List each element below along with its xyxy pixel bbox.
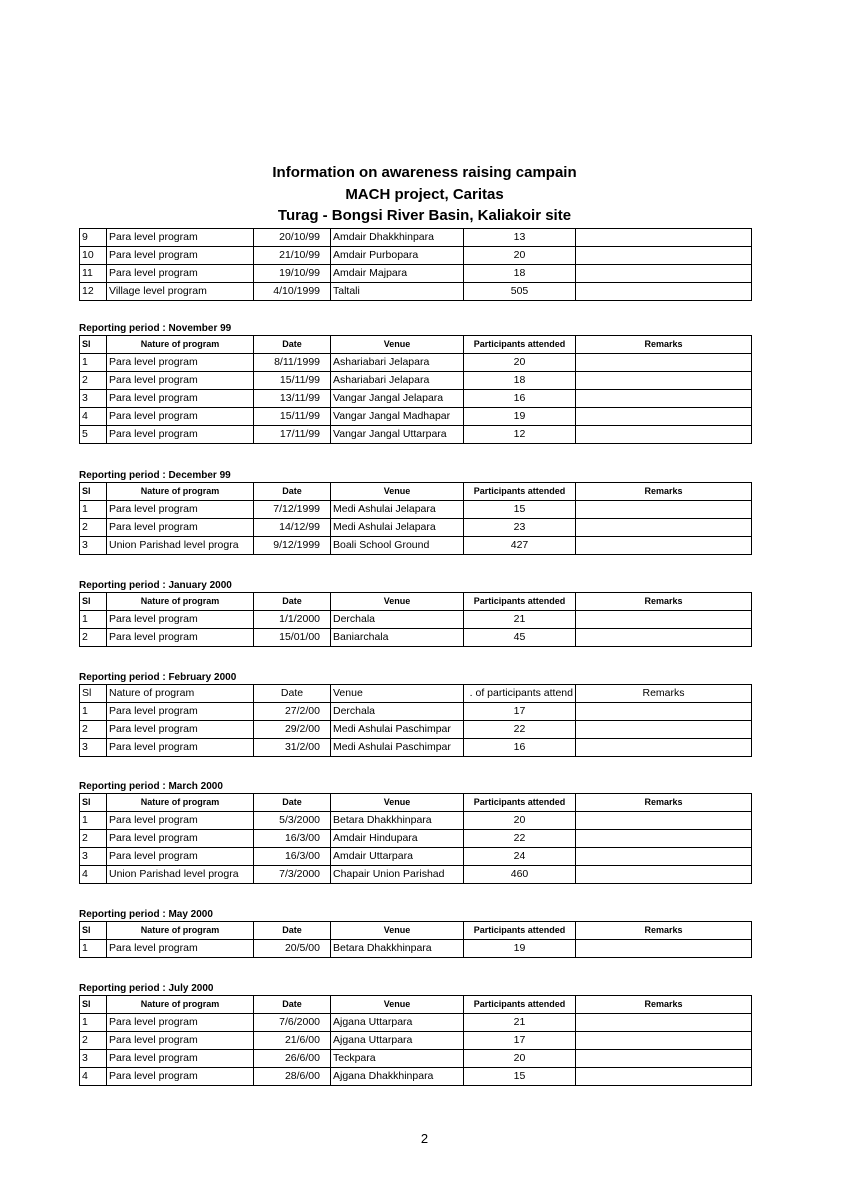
cell-nature: Para level program bbox=[107, 940, 254, 958]
cell-remarks bbox=[576, 940, 752, 958]
table-row bbox=[80, 537, 752, 555]
cell-participants: 16 bbox=[464, 739, 576, 757]
column-header-date: Date bbox=[254, 483, 331, 501]
cell-date: 31/2/00 bbox=[254, 739, 331, 757]
cell-remarks bbox=[576, 629, 752, 647]
cell-participants: 18 bbox=[464, 265, 576, 283]
cell-venue: Amdair Purbopara bbox=[331, 247, 464, 265]
program-table bbox=[79, 995, 752, 1086]
table-row bbox=[80, 408, 752, 426]
table-row bbox=[80, 390, 752, 408]
report-section bbox=[79, 580, 751, 647]
cell-sl: 3 bbox=[80, 848, 107, 866]
column-header-nature: Nature of program bbox=[107, 922, 254, 940]
table-row bbox=[80, 229, 752, 247]
table-row bbox=[80, 501, 752, 519]
cell-sl: 11 bbox=[80, 265, 107, 283]
cell-date: 19/10/99 bbox=[254, 265, 331, 283]
cell-sl: 1 bbox=[80, 354, 107, 372]
column-header-participants: Participants attended bbox=[464, 996, 576, 1014]
column-header-sl: Sl bbox=[80, 336, 107, 354]
cell-participants: 20 bbox=[464, 1050, 576, 1068]
table-row bbox=[80, 830, 752, 848]
cell-sl: 2 bbox=[80, 830, 107, 848]
cell-participants: 13 bbox=[464, 229, 576, 247]
table-header-row bbox=[80, 922, 752, 940]
table-header-row bbox=[80, 593, 752, 611]
cell-nature: Para level program bbox=[107, 426, 254, 444]
cell-participants: 19 bbox=[464, 940, 576, 958]
table-row bbox=[80, 940, 752, 958]
cell-nature: Para level program bbox=[107, 629, 254, 647]
cell-venue: Ajgana Uttarpara bbox=[331, 1014, 464, 1032]
cell-participants: 22 bbox=[464, 830, 576, 848]
report-section bbox=[79, 228, 751, 301]
cell-date: 15/11/99 bbox=[254, 372, 331, 390]
table-row bbox=[80, 1032, 752, 1050]
program-table bbox=[79, 793, 752, 884]
reporting-period-heading: Reporting period : May 2000 bbox=[79, 909, 213, 920]
column-header-venue: Venue bbox=[331, 794, 464, 812]
program-table bbox=[79, 482, 752, 555]
cell-venue: Medi Ashulai Jelapara bbox=[331, 501, 464, 519]
cell-remarks bbox=[576, 519, 752, 537]
cell-sl: 2 bbox=[80, 721, 107, 739]
cell-venue: Vangar Jangal Jelapara bbox=[331, 390, 464, 408]
column-header-date: Date bbox=[254, 336, 331, 354]
cell-participants: 20 bbox=[464, 247, 576, 265]
cell-sl: 2 bbox=[80, 629, 107, 647]
cell-sl: 10 bbox=[80, 247, 107, 265]
column-header-remarks: Remarks bbox=[576, 794, 752, 812]
cell-nature: Para level program bbox=[107, 739, 254, 757]
column-header-date: Date bbox=[254, 593, 331, 611]
cell-nature: Para level program bbox=[107, 611, 254, 629]
cell-participants: 20 bbox=[464, 354, 576, 372]
cell-date: 8/11/1999 bbox=[254, 354, 331, 372]
cell-venue: Amdair Majpara bbox=[331, 265, 464, 283]
cell-sl: 1 bbox=[80, 501, 107, 519]
column-header-participants: Participants attended bbox=[464, 593, 576, 611]
title-line-2: MACH project, Caritas bbox=[345, 185, 504, 203]
cell-remarks bbox=[576, 390, 752, 408]
column-header-venue: Venue bbox=[331, 996, 464, 1014]
column-header-sl: Sl bbox=[80, 996, 107, 1014]
cell-date: 16/3/00 bbox=[254, 848, 331, 866]
column-header-venue: Venue bbox=[331, 336, 464, 354]
column-header-nature: Nature of program bbox=[107, 336, 254, 354]
cell-sl: 12 bbox=[80, 283, 107, 301]
cell-nature: Para level program bbox=[107, 1014, 254, 1032]
cell-date: 7/12/1999 bbox=[254, 501, 331, 519]
cell-nature: Para level program bbox=[107, 1032, 254, 1050]
cell-venue: Ashariabari Jelapara bbox=[331, 372, 464, 390]
column-header-sl: Sl bbox=[80, 794, 107, 812]
cell-nature: Para level program bbox=[107, 372, 254, 390]
cell-nature: Para level program bbox=[107, 501, 254, 519]
cell-sl: 1 bbox=[80, 940, 107, 958]
reporting-period-heading: Reporting period : January 2000 bbox=[79, 580, 232, 591]
cell-sl: 3 bbox=[80, 537, 107, 555]
column-header-sl: Sl bbox=[80, 685, 107, 703]
column-header-venue: Venue bbox=[331, 685, 464, 703]
cell-date: 15/11/99 bbox=[254, 408, 331, 426]
cell-date: 21/6/00 bbox=[254, 1032, 331, 1050]
report-section bbox=[79, 909, 751, 958]
cell-venue: Betara Dhakkhinpara bbox=[331, 940, 464, 958]
cell-remarks bbox=[576, 703, 752, 721]
cell-date: 13/11/99 bbox=[254, 390, 331, 408]
cell-sl: 1 bbox=[80, 1014, 107, 1032]
report-section bbox=[79, 983, 751, 1086]
report-section bbox=[79, 470, 751, 555]
cell-nature: Para level program bbox=[107, 1050, 254, 1068]
cell-venue: Chapair Union Parishad bbox=[331, 866, 464, 884]
cell-participants: 22 bbox=[464, 721, 576, 739]
cell-remarks bbox=[576, 611, 752, 629]
cell-nature: Union Parishad level progra bbox=[107, 866, 254, 884]
cell-participants: 427 bbox=[464, 537, 576, 555]
cell-participants: 505 bbox=[464, 283, 576, 301]
cell-date: 20/5/00 bbox=[254, 940, 331, 958]
program-table bbox=[79, 921, 752, 958]
table-row bbox=[80, 354, 752, 372]
cell-participants: 15 bbox=[464, 1068, 576, 1086]
column-header-date: Date bbox=[254, 794, 331, 812]
cell-date: 14/12/99 bbox=[254, 519, 331, 537]
column-header-remarks: Remarks bbox=[576, 483, 752, 501]
cell-remarks bbox=[576, 848, 752, 866]
cell-participants: 21 bbox=[464, 1014, 576, 1032]
cell-participants: 18 bbox=[464, 372, 576, 390]
cell-date: 26/6/00 bbox=[254, 1050, 331, 1068]
cell-remarks bbox=[576, 354, 752, 372]
cell-date: 4/10/1999 bbox=[254, 283, 331, 301]
cell-venue: Ashariabari Jelapara bbox=[331, 354, 464, 372]
column-header-sl: Sl bbox=[80, 483, 107, 501]
column-header-participants: Participants attended bbox=[464, 794, 576, 812]
cell-sl: 1 bbox=[80, 703, 107, 721]
cell-participants: 20 bbox=[464, 812, 576, 830]
title-line-3: Turag - Bongsi River Basin, Kaliakoir site bbox=[277, 207, 572, 224]
column-header-participants: Participants attended bbox=[464, 483, 576, 501]
cell-remarks bbox=[576, 721, 752, 739]
report-section bbox=[79, 672, 751, 757]
cell-remarks bbox=[576, 426, 752, 444]
cell-nature: Para level program bbox=[107, 703, 254, 721]
table-row bbox=[80, 1014, 752, 1032]
cell-venue: Boali School Ground bbox=[331, 537, 464, 555]
cell-date: 16/3/00 bbox=[254, 830, 331, 848]
cell-date: 9/12/1999 bbox=[254, 537, 331, 555]
cell-nature: Para level program bbox=[107, 830, 254, 848]
cell-venue: Medi Ashulai Paschimpar bbox=[331, 721, 464, 739]
cell-participants: 21 bbox=[464, 611, 576, 629]
cell-venue: Medi Ashulai Jelapara bbox=[331, 519, 464, 537]
cell-remarks bbox=[576, 1050, 752, 1068]
page-number: 2 bbox=[420, 1131, 429, 1146]
cell-venue: Amdair Uttarpara bbox=[331, 848, 464, 866]
cell-nature: Para level program bbox=[107, 408, 254, 426]
cell-date: 17/11/99 bbox=[254, 426, 331, 444]
column-header-remarks: Remarks bbox=[576, 593, 752, 611]
cell-nature: Para level program bbox=[107, 265, 254, 283]
cell-remarks bbox=[576, 247, 752, 265]
column-header-date: Date bbox=[254, 922, 331, 940]
cell-participants: 12 bbox=[464, 426, 576, 444]
cell-venue: Teckpara bbox=[331, 1050, 464, 1068]
column-header-remarks: Remarks bbox=[576, 336, 752, 354]
column-header-nature: Nature of program bbox=[107, 794, 254, 812]
table-row bbox=[80, 848, 752, 866]
cell-venue: Betara Dhakkhinpara bbox=[331, 812, 464, 830]
cell-venue: Amdair Hindupara bbox=[331, 830, 464, 848]
table-header-row bbox=[80, 685, 752, 703]
cell-sl: 4 bbox=[80, 1068, 107, 1086]
cell-remarks bbox=[576, 739, 752, 757]
column-header-remarks: Remarks bbox=[576, 685, 752, 703]
cell-venue: Derchala bbox=[331, 611, 464, 629]
cell-participants: 19 bbox=[464, 408, 576, 426]
cell-remarks bbox=[576, 1032, 752, 1050]
cell-venue: Amdair Dhakkhinpara bbox=[331, 229, 464, 247]
cell-remarks bbox=[576, 537, 752, 555]
table-row bbox=[80, 739, 752, 757]
cell-date: 20/10/99 bbox=[254, 229, 331, 247]
column-header-nature: Nature of program bbox=[107, 685, 254, 703]
cell-venue: Vangar Jangal Madhapar bbox=[331, 408, 464, 426]
column-header-remarks: Remarks bbox=[576, 996, 752, 1014]
cell-date: 7/3/2000 bbox=[254, 866, 331, 884]
cell-remarks bbox=[576, 812, 752, 830]
program-table bbox=[79, 228, 752, 301]
cell-date: 15/01/00 bbox=[254, 629, 331, 647]
cell-remarks bbox=[576, 229, 752, 247]
cell-nature: Para level program bbox=[107, 812, 254, 830]
column-header-participants: Participants attended bbox=[464, 336, 576, 354]
column-header-venue: Venue bbox=[331, 922, 464, 940]
cell-remarks bbox=[576, 408, 752, 426]
cell-nature: Para level program bbox=[107, 229, 254, 247]
cell-remarks bbox=[576, 830, 752, 848]
column-header-date: Date bbox=[254, 685, 331, 703]
column-header-remarks: Remarks bbox=[576, 922, 752, 940]
reporting-period-heading: Reporting period : July 2000 bbox=[79, 983, 214, 994]
cell-date: 29/2/00 bbox=[254, 721, 331, 739]
table-row bbox=[80, 283, 752, 301]
cell-remarks bbox=[576, 372, 752, 390]
table-row bbox=[80, 247, 752, 265]
cell-nature: Para level program bbox=[107, 354, 254, 372]
reporting-period-heading: Reporting period : March 2000 bbox=[79, 781, 223, 792]
table-header-row bbox=[80, 794, 752, 812]
column-header-nature: Nature of program bbox=[107, 483, 254, 501]
cell-sl: 2 bbox=[80, 372, 107, 390]
cell-remarks bbox=[576, 283, 752, 301]
cell-participants: 17 bbox=[464, 703, 576, 721]
column-header-venue: Venue bbox=[331, 483, 464, 501]
cell-nature: Para level program bbox=[107, 1068, 254, 1086]
cell-participants: 23 bbox=[464, 519, 576, 537]
table-row bbox=[80, 866, 752, 884]
title-line-1: Information on awareness raising campain bbox=[272, 164, 577, 181]
cell-remarks bbox=[576, 265, 752, 283]
cell-sl: 3 bbox=[80, 1050, 107, 1068]
cell-venue: Vangar Jangal Uttarpara bbox=[331, 426, 464, 444]
cell-nature: Para level program bbox=[107, 519, 254, 537]
column-header-participants: . of participants attend bbox=[464, 685, 576, 703]
table-row bbox=[80, 703, 752, 721]
table-row bbox=[80, 721, 752, 739]
cell-participants: 24 bbox=[464, 848, 576, 866]
column-header-sl: Sl bbox=[80, 922, 107, 940]
cell-date: 5/3/2000 bbox=[254, 812, 331, 830]
cell-venue: Baniarchala bbox=[331, 629, 464, 647]
cell-participants: 16 bbox=[464, 390, 576, 408]
table-row bbox=[80, 629, 752, 647]
cell-nature: Para level program bbox=[107, 848, 254, 866]
cell-date: 21/10/99 bbox=[254, 247, 331, 265]
cell-sl: 3 bbox=[80, 390, 107, 408]
cell-sl: 5 bbox=[80, 426, 107, 444]
reporting-period-heading: Reporting period : February 2000 bbox=[79, 672, 237, 683]
column-header-sl: Sl bbox=[80, 593, 107, 611]
document-title bbox=[0, 162, 849, 227]
reporting-period-heading: Reporting period : November 99 bbox=[79, 323, 232, 334]
table-row bbox=[80, 426, 752, 444]
cell-remarks bbox=[576, 866, 752, 884]
cell-venue: Ajgana Uttarpara bbox=[331, 1032, 464, 1050]
column-header-nature: Nature of program bbox=[107, 996, 254, 1014]
cell-nature: Para level program bbox=[107, 721, 254, 739]
cell-sl: 3 bbox=[80, 739, 107, 757]
cell-date: 7/6/2000 bbox=[254, 1014, 331, 1032]
column-header-venue: Venue bbox=[331, 593, 464, 611]
cell-venue: Medi Ashulai Paschimpar bbox=[331, 739, 464, 757]
column-header-date: Date bbox=[254, 996, 331, 1014]
cell-remarks bbox=[576, 501, 752, 519]
cell-participants: 15 bbox=[464, 501, 576, 519]
table-header-row bbox=[80, 996, 752, 1014]
report-section bbox=[79, 323, 751, 444]
table-row bbox=[80, 265, 752, 283]
cell-participants: 460 bbox=[464, 866, 576, 884]
cell-date: 28/6/00 bbox=[254, 1068, 331, 1086]
cell-nature: Para level program bbox=[107, 247, 254, 265]
cell-date: 27/2/00 bbox=[254, 703, 331, 721]
program-table bbox=[79, 592, 752, 647]
table-row bbox=[80, 372, 752, 390]
cell-remarks bbox=[576, 1014, 752, 1032]
column-header-nature: Nature of program bbox=[107, 593, 254, 611]
program-table bbox=[79, 335, 752, 444]
table-row bbox=[80, 519, 752, 537]
cell-sl: 2 bbox=[80, 519, 107, 537]
program-table bbox=[79, 684, 752, 757]
table-row bbox=[80, 1050, 752, 1068]
cell-sl: 9 bbox=[80, 229, 107, 247]
reporting-period-heading: Reporting period : December 99 bbox=[79, 470, 231, 481]
table-header-row bbox=[80, 336, 752, 354]
report-section bbox=[79, 781, 751, 884]
cell-sl: 2 bbox=[80, 1032, 107, 1050]
cell-sl: 1 bbox=[80, 812, 107, 830]
cell-sl: 4 bbox=[80, 408, 107, 426]
table-row bbox=[80, 812, 752, 830]
cell-nature: Union Parishad level progra bbox=[107, 537, 254, 555]
table-row bbox=[80, 1068, 752, 1086]
cell-sl: 4 bbox=[80, 866, 107, 884]
cell-participants: 17 bbox=[464, 1032, 576, 1050]
cell-venue: Derchala bbox=[331, 703, 464, 721]
table-row bbox=[80, 611, 752, 629]
cell-remarks bbox=[576, 1068, 752, 1086]
cell-venue: Taltali bbox=[331, 283, 464, 301]
cell-participants: 45 bbox=[464, 629, 576, 647]
cell-nature: Para level program bbox=[107, 390, 254, 408]
cell-date: 1/1/2000 bbox=[254, 611, 331, 629]
cell-nature: Village level program bbox=[107, 283, 254, 301]
cell-sl: 1 bbox=[80, 611, 107, 629]
cell-venue: Ajgana Dhakkhinpara bbox=[331, 1068, 464, 1086]
column-header-participants: Participants attended bbox=[464, 922, 576, 940]
table-header-row bbox=[80, 483, 752, 501]
